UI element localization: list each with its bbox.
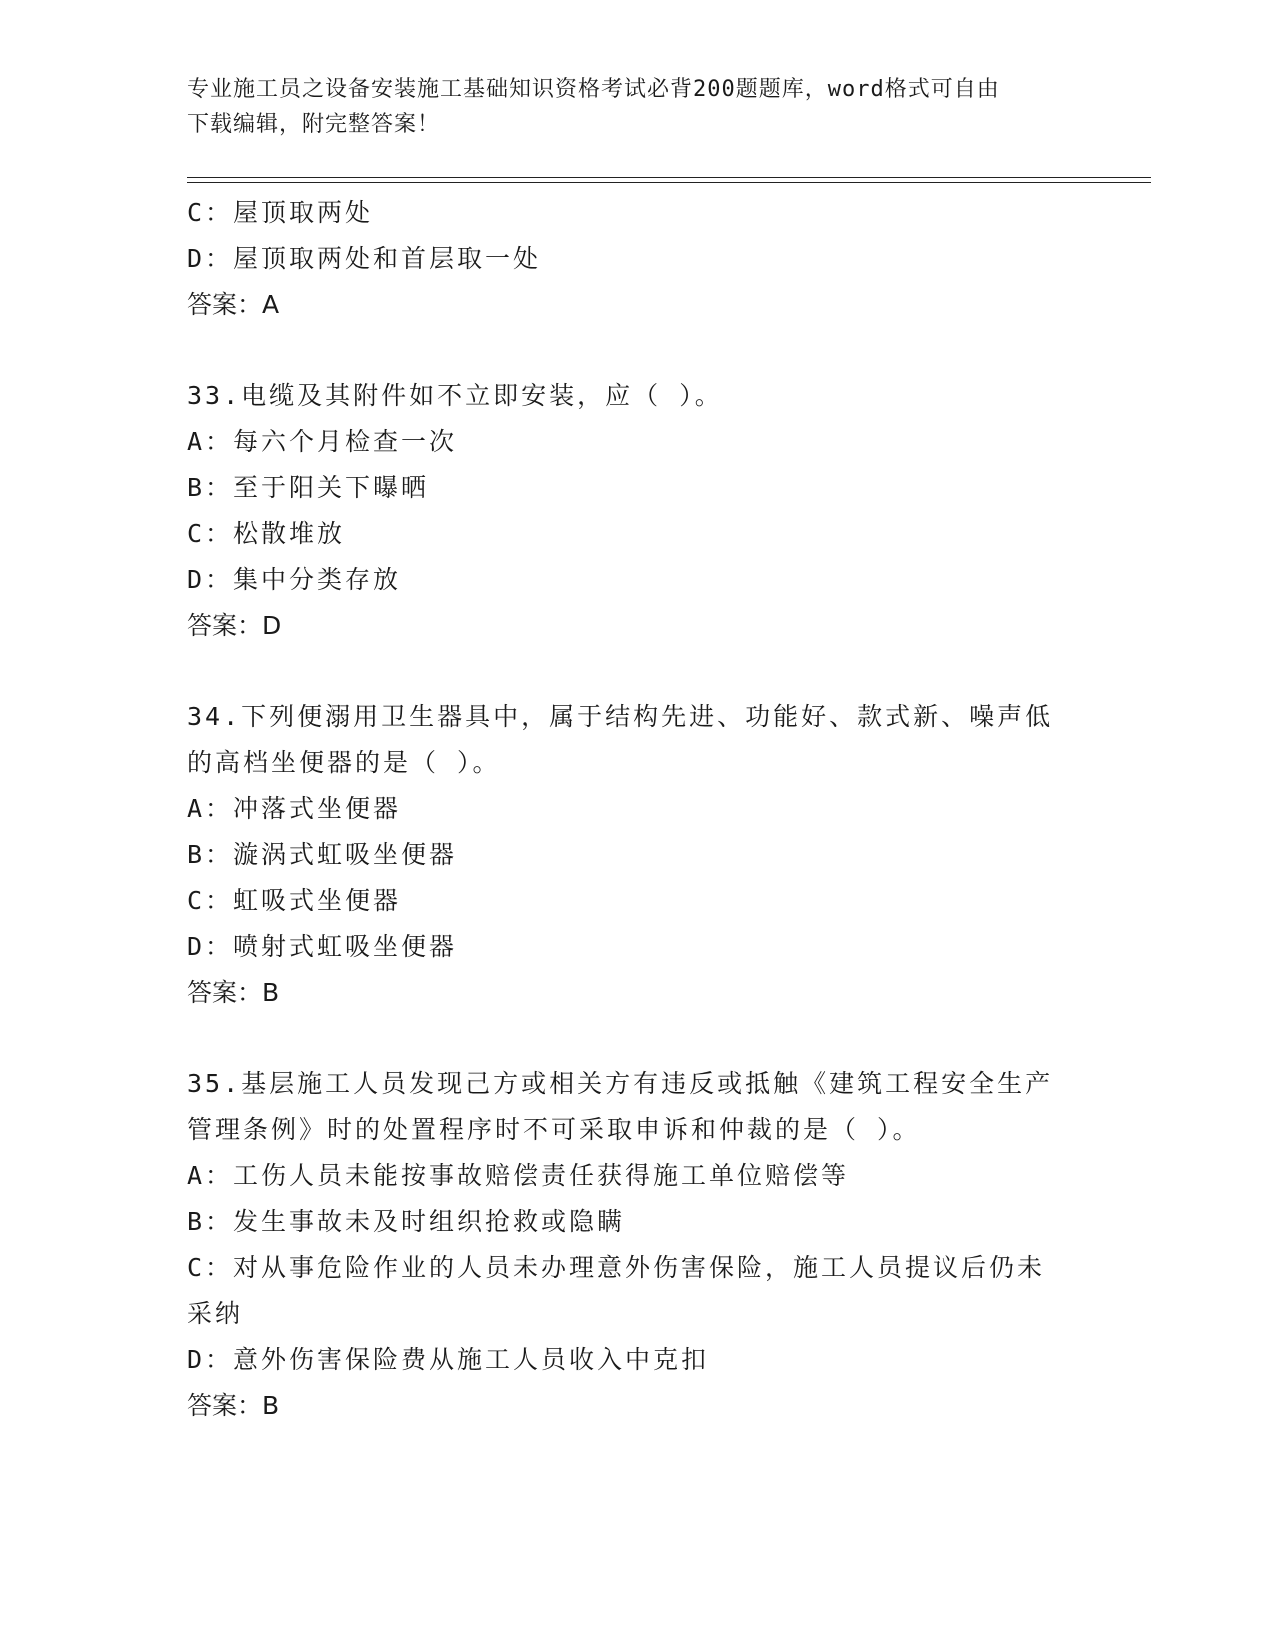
option-d: D：意外伤害保险费从施工人员收入中克扣 <box>187 1345 710 1374</box>
option-a: A：每六个月检查一次 <box>187 427 458 456</box>
document-header <box>187 72 1067 142</box>
spacer <box>187 328 1087 373</box>
option-d: D：集中分类存放 <box>187 565 402 594</box>
option-c-line-1: C：对从事危险作业的人员未办理意外伤害保险，施工人员提议后仍未 <box>187 1253 1046 1282</box>
question-block-34 <box>187 694 1087 1016</box>
option-b: B：漩涡式虹吸坐便器 <box>187 840 458 869</box>
question-block-33 <box>187 373 1087 649</box>
question-text-line-1: 35.基层施工人员发现己方或相关方有违反或抵触《建筑工程安全生产 <box>187 1069 1054 1098</box>
header-line-1: 专业施工员之设备安装施工基础知识资格考试必背200题题库，word格式可自由 <box>187 77 1000 102</box>
option-a: A：工伤人员未能按事故赔偿责任获得施工单位赔偿等 <box>187 1161 850 1190</box>
header-divider-top <box>187 177 1151 178</box>
header-line-2: 下载编辑，附完整答案！ <box>187 112 441 137</box>
header-divider-bottom <box>187 182 1151 183</box>
answer: 答案：B <box>187 978 280 1007</box>
question-text-line-1: 34.下列便溺用卫生器具中，属于结构先进、功能好、款式新、噪声低 <box>187 702 1054 731</box>
option-c-line-2: 采纳 <box>187 1299 244 1328</box>
option-d: D：喷射式虹吸坐便器 <box>187 932 458 961</box>
option-c: C：屋顶取两处 <box>187 198 374 227</box>
question-list <box>187 190 1087 1429</box>
question-text-line-2: 的高档坐便器的是（ ）。 <box>187 748 501 777</box>
question-block-partial <box>187 190 1087 328</box>
question-text-line-2: 管理条例》时的处置程序时不可采取申诉和仲裁的是（ ）。 <box>187 1115 921 1144</box>
option-c: C：松散堆放 <box>187 519 346 548</box>
answer: 答案：A <box>187 290 280 319</box>
option-b: B：发生事故未及时组织抢救或隐瞒 <box>187 1207 626 1236</box>
answer: 答案：B <box>187 1391 280 1420</box>
option-a: A：冲落式坐便器 <box>187 794 402 823</box>
option-d: D：屋顶取两处和首层取一处 <box>187 244 542 273</box>
spacer <box>187 1016 1087 1061</box>
answer: 答案：D <box>187 611 282 640</box>
question-text: 33.电缆及其附件如不立即安装，应（ ）。 <box>187 381 723 410</box>
option-b: B：至于阳关下曝晒 <box>187 473 430 502</box>
option-c: C：虹吸式坐便器 <box>187 886 402 915</box>
spacer <box>187 649 1087 694</box>
question-block-35 <box>187 1061 1087 1429</box>
